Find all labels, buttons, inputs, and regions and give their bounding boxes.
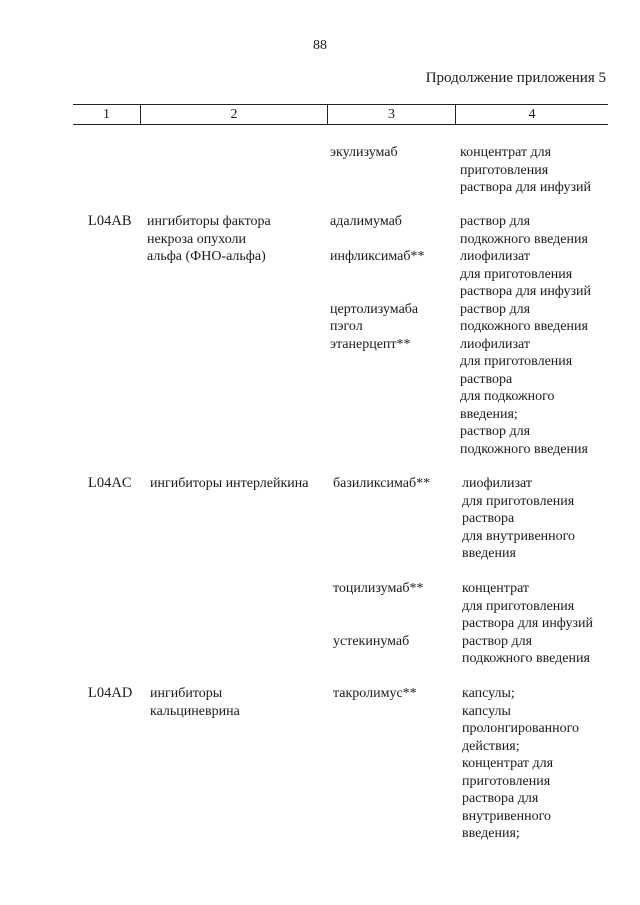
group-name: ингибиторы интерлейкина [150,476,309,491]
dosage-form: капсулы [462,703,511,719]
atc-code: L04AC [88,475,132,491]
group-name: некроза опухоли [147,231,247,247]
dosage-form: подкожного введения [460,441,588,457]
dosage-form: для приготовления [462,598,575,614]
dosage-form: для приготовления [460,266,573,282]
dosage-form: для приготовления [462,493,575,509]
atc-code: L04AB [88,213,132,229]
drug-name: адалимумаб [330,214,402,229]
dosage-form: для подкожного [460,389,555,404]
group-name: ингибиторы [150,686,223,701]
group-name: ингибиторы фактора [147,214,271,229]
dosage-form: внутривенного [462,808,552,824]
dosage-form: концентрат для [462,756,554,771]
dosage-form: приготовления [462,773,551,789]
dosage-form: раствора для инфузий [460,180,592,195]
table-header [73,104,608,125]
dosage-form: введения; [462,826,520,841]
drug-name: цертолизумаба [330,301,419,317]
header-col-1: 1 [103,107,110,122]
dosage-form: пролонгированного [462,721,580,736]
drug-name: инфликсимаб** [330,249,425,264]
dosage-form: раствора для инфузий [462,616,594,631]
drug-name: экулизумаб [330,145,398,160]
group-name: кальциневрина [150,703,240,719]
dosage-form: раствор для [460,424,531,439]
continuation-title: Продолжение приложения 5 [425,70,606,86]
dosage-form: капсулы; [462,686,515,701]
dosage-form: лиофилизат [460,336,531,352]
dosage-form: действия; [462,738,520,754]
dosage-form: раствор для [462,633,533,649]
dosage-form: раствора [462,511,515,526]
drug-name: устекинумаб [333,633,410,649]
dosage-form: подкожного введения [460,231,588,247]
dosage-form: подкожного введения [460,319,588,334]
atc-code: L04AD [88,685,133,701]
dosage-form: раствор для [460,301,531,317]
header-col-2: 2 [230,107,238,122]
dosage-form: подкожного введения [462,651,590,666]
dosage-form: лиофилизат [462,476,533,491]
dosage-form: раствора для инфузий [460,284,592,299]
dosage-form: концентрат для [460,145,552,160]
dosage-form: введения; [460,406,518,422]
group-name: альфа (ФНО-альфа) [147,249,266,264]
drug-name: базиликсимаб** [333,476,431,491]
dosage-form: лиофилизат [460,249,531,264]
header-col-4: 4 [528,107,536,122]
drug-name: этанерцепт** [330,336,411,352]
header-col-3: 3 [388,107,395,122]
dosage-form: раствора для [462,791,539,806]
drug-name: тоцилизумаб** [333,581,424,596]
drug-name: такролимус** [333,686,417,701]
drug-name-continuation: пэгол [330,319,363,334]
dosage-form: концентрат [462,581,530,596]
dosage-form: раствора [460,371,513,387]
dosage-form: введения [462,546,516,561]
dosage-form: для приготовления [460,354,573,369]
dosage-form: для внутривенного [462,528,576,544]
page-number: 88 [313,38,327,53]
dosage-form: раствор для [460,214,531,229]
dosage-form: приготовления [460,162,549,178]
